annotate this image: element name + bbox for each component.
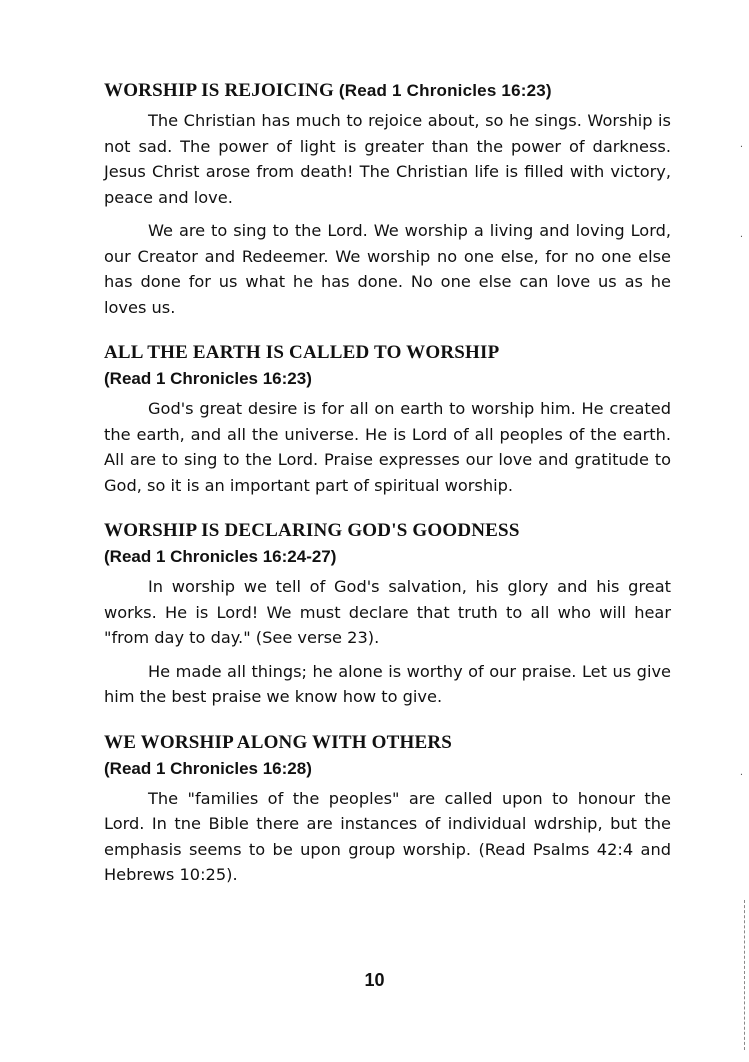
section-heading: ALL THE EARTH IS CALLED TO WORSHIP [104, 342, 500, 363]
section-heading: WORSHIP IS DECLARING GOD'S GOODNESS [104, 520, 520, 541]
section-worship-is-rejoicing [104, 78, 671, 320]
paragraph: The "families of the peoples" are called upon to honour the Lord. In tne Bible there are instances of individual wdrship, but the emphasis seems to be upon group worship. (Read Psalms 42:4 and Hebrews 10:25). [104, 788, 671, 884]
section-all-the-earth-called [104, 340, 671, 498]
section-heading [104, 78, 671, 104]
scan-speck: · [739, 770, 743, 781]
paragraph: We are to sing to the Lord. We worship a living and loving Lord, our Creator and Redeemer. We worship no one else, for no one else has done for us what he has done. No one else can love us as he loves us. [104, 221, 671, 317]
scan-speck: · [739, 142, 743, 153]
scripture-reference: (Read 1 Chronicles 16:28) [104, 758, 312, 778]
paragraph: The Christian has much to rejoice about, so he sings. Worship is not sad. The power of light is greater than the power of darkness. Jesus Christ arose from death! The Christian life is filled with victory, peace and love. [104, 111, 671, 207]
scripture-reference: (Read 1 Chronicles 16:23) [338, 81, 552, 100]
page-number: 10 [364, 970, 385, 990]
section-declaring-goodness [104, 518, 671, 710]
paragraph: In worship we tell of God's salvation, his glory and his great works. He is Lord! We must declare that truth to all who will hear "from day to day." (See verse 23). [104, 577, 671, 647]
document-page [104, 78, 671, 908]
scripture-reference: (Read 1 Chronicles 16:24-27) [104, 547, 337, 566]
heading-text: WORSHIP IS REJOICING [104, 80, 334, 101]
scan-edge-line [744, 900, 746, 1050]
scripture-reference: (Read 1 Chronicles 16:23) [104, 369, 312, 388]
section-worship-with-others [104, 730, 671, 888]
section-heading: WE WORSHIP ALONG WITH OTHERS [104, 731, 453, 753]
paragraph: He made all things; he alone is worthy of our praise. Let us give him the best praise we know how to give. [104, 661, 671, 706]
scan-speck: · [739, 232, 743, 243]
paragraph: God's great desire is for all on earth to worship him. He created the earth, and all the universe. He is Lord of all peoples of the earth. All are to sing to the Lord. Praise expresses our love and gratitude to God, so it is an important part of spiritual worship. [104, 399, 671, 495]
